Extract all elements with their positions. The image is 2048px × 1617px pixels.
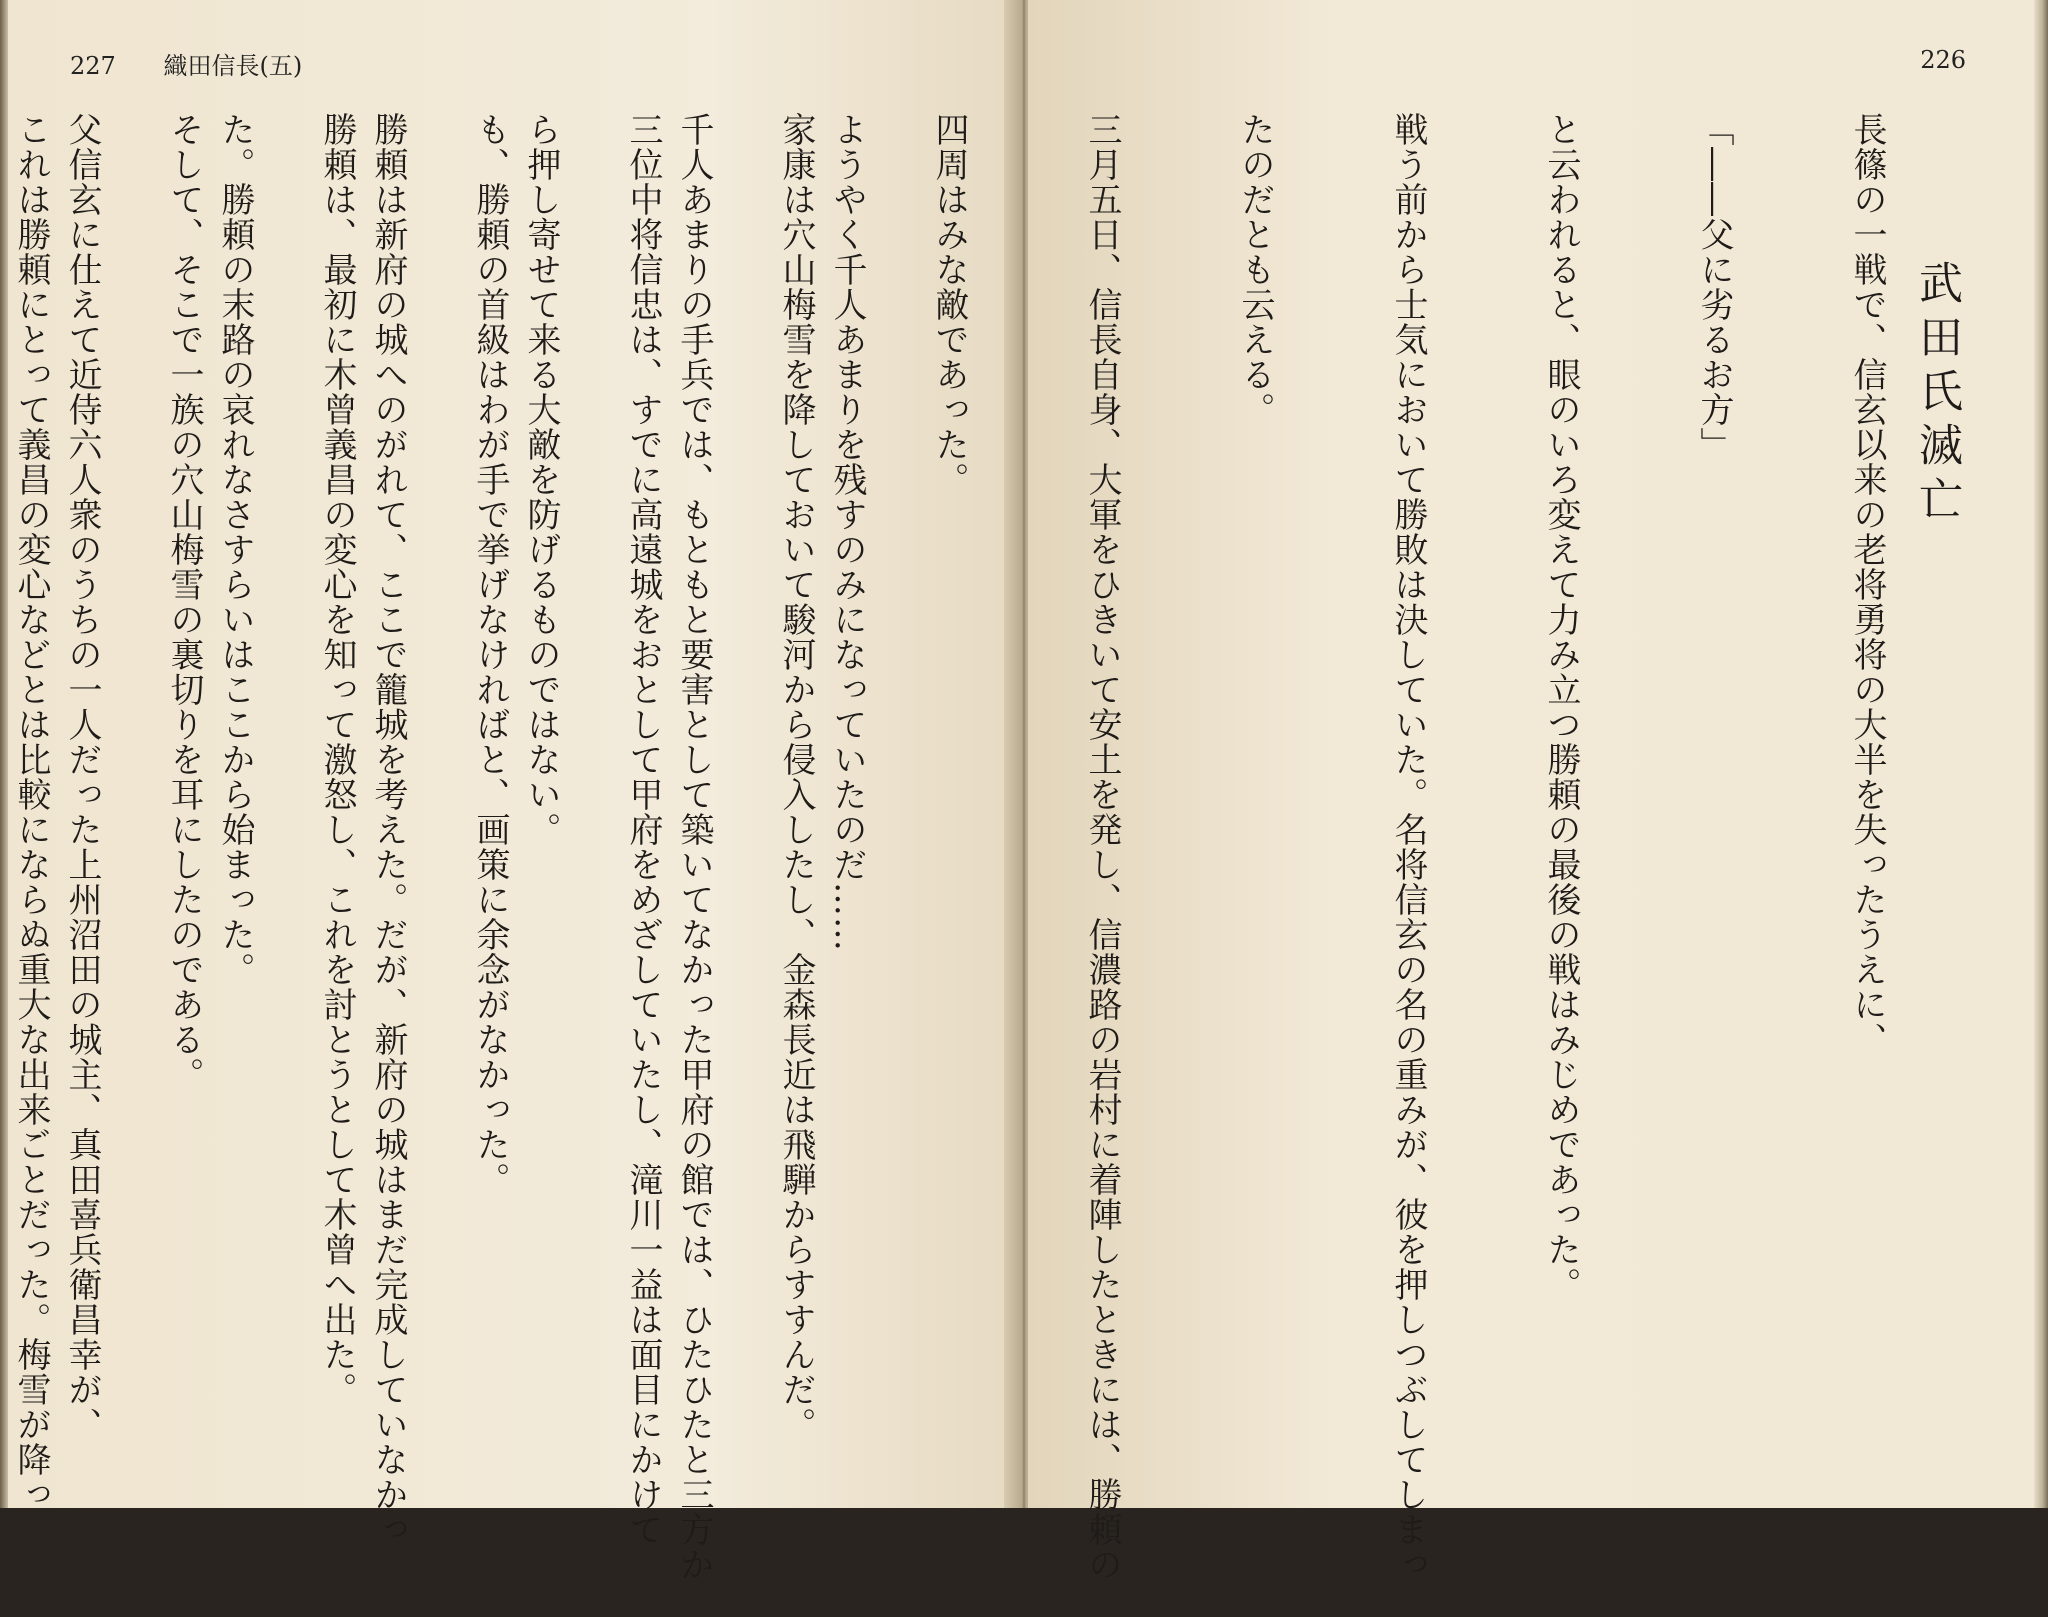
- text-line: 父信玄に仕えて近侍六人衆のうちの一人だった上州沼田の城主、真田喜兵衛昌幸が、: [62, 112, 102, 1442]
- text-line: たのだとも云える。: [1235, 112, 1275, 427]
- text-line: 三位中将信忠は、すでに高遠城をおとして甲府をめざしていたし、滝川一益は面目にかけて: [623, 112, 663, 1547]
- text-line: も、勝頼の首級はわが手で挙げなければと、画策に余念がなかった。: [470, 112, 510, 1197]
- text-line: と云われると、眼のいろ変えて力み立つ勝頼の最後の戦はみじめであった。: [1541, 112, 1581, 1302]
- text-line: 三月五日、信長自身、大軍をひきいて安土を発し、信濃路の岩村に着陣したときには、勝頼の: [1082, 112, 1122, 1582]
- text-line: た。勝頼の末路の哀れなさすらいはここから始まった。: [215, 112, 255, 987]
- chapter-title: 武田氏滅亡: [1911, 260, 1962, 530]
- text-line: 勝頼は新府の城へのがれて、ここで籠城を考えた。だが、新府の城はまだ完成していなかっ: [368, 112, 408, 1547]
- right-body-text: [0, 112, 1994, 1582]
- text-line: 勝頼は、最初に木曾義昌の変心を知って激怒し、これを討とうとして木曾へ出た。: [317, 112, 357, 1407]
- text-line: ようやく千人あまりを残すのみになっていたのだ……: [827, 112, 867, 952]
- text-line: ら押し寄せて来る大敵を防げるものではない。: [521, 112, 561, 847]
- left-page-number: 227: [70, 52, 116, 80]
- text-line: 「――父に劣るお方」: [1694, 112, 1734, 462]
- text-line: 長篠の一戦で、信玄以来の老将勇将の大半を失ったうえに、: [1847, 112, 1887, 1057]
- text-line: 家康は穴山梅雪を降しておいて駿河から侵入したし、金森長近は飛騨からすすんだ。: [776, 112, 816, 1442]
- left-header-title: 織田信長(五): [163, 52, 303, 80]
- text-line: これは勝頼にとって義昌の変心などとは比較にならぬ重大な出来ごとだった。梅雪が降っ: [11, 112, 51, 1512]
- left-running-header: [70, 46, 302, 81]
- text-line: 四周はみな敵であった。: [929, 112, 969, 497]
- text-line: 千人あまりの手兵では、もともと要害として築いてなかった甲府の館では、ひたひたと三方か: [674, 112, 714, 1582]
- right-page-number: 226: [1920, 46, 1966, 74]
- text-line: そして、そこで一族の穴山梅雪の裏切りを耳にしたのである。: [164, 112, 204, 1092]
- right-page-edge: [2034, 0, 2048, 1508]
- text-line: 戦う前から士気において勝敗は決していた。名将信玄の名の重みが、彼を押しつぶしてしまっ: [1388, 112, 1428, 1582]
